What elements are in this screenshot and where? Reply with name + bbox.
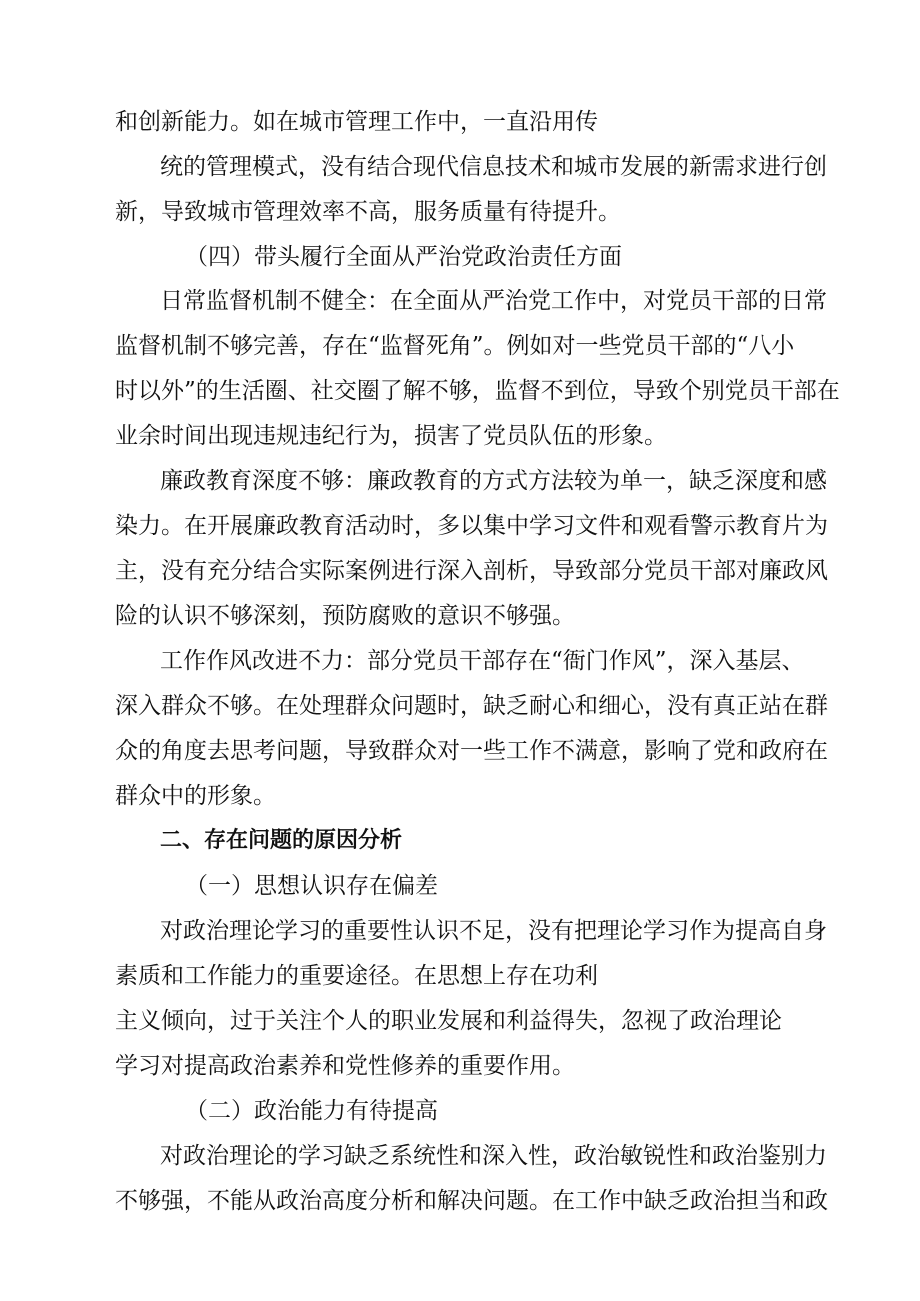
section-heading-2: （二）政治能力有待提高 xyxy=(185,1098,438,1124)
text-line: 和创新能力。如在城市管理工作中，一直沿用传 xyxy=(115,109,598,135)
section-heading-4: （四）带头履行全面从严治党政治责任方面 xyxy=(185,244,622,270)
text-line: 廉政教育深度不够：廉政教育的方式方法较为单一，缺乏深度和感 xyxy=(160,468,827,494)
text-line: 染力。在开展廉政教育活动时，多以集中学习文件和观看警示教育片为 xyxy=(115,513,828,539)
text-line: 深入群众不够。在处理群众问题时，缺乏耐心和细心，没有真正站在群 xyxy=(115,693,828,719)
text-line: 统的管理模式，没有结合现代信息技术和城市发展的新需求进行创 xyxy=(160,154,827,180)
text-line: 工作作风改进不力：部分党员干部存在“衙门作风”，深入基层、 xyxy=(160,648,805,674)
text-line: 主义倾向，过于关注个人的职业发展和利益得失，忽视了政治理论 xyxy=(115,1008,782,1034)
section-heading-1: （一）思想认识存在偏差 xyxy=(185,873,438,899)
text-line: 主，没有充分结合实际案例进行深入剖析，导致部分党员干部对廉政风 xyxy=(115,558,828,584)
text-line: 新，导致城市管理效率不高，服务质量有待提升。 xyxy=(115,199,621,225)
text-line: 素质和工作能力的重要途径。在思想上存在功利 xyxy=(115,963,598,989)
text-line: 不够强，不能从政治高度分析和解决问题。在工作中缺乏政治担当和政 xyxy=(115,1188,828,1214)
text-line: 时以外”的生活圈、社交圈了解不够，监督不到位，导致个别党员干部在 xyxy=(115,378,840,404)
text-line: 学习对提高政治素养和党性修养的重要作用。 xyxy=(115,1053,575,1079)
text-line: 对政治理论的学习缺乏系统性和深入性，政治敏锐性和政治鉴别力 xyxy=(160,1143,827,1169)
text-line: 业余时间出现违规违纪行为，损害了党员队伍的形象。 xyxy=(115,423,667,449)
text-line: 众的角度去思考问题，导致群众对一些工作不满意，影响了党和政府在 xyxy=(115,738,828,764)
text-line: 群众中的形象。 xyxy=(115,783,276,809)
text-line: 险的认识不够深刻，预防腐败的意识不够强。 xyxy=(115,603,575,629)
chapter-heading: 二、存在问题的原因分析 xyxy=(160,828,403,853)
text-line: 对政治理论学习的重要性认识不足，没有把理论学习作为提高自身 xyxy=(160,918,827,944)
text-line: 监督机制不够完善，存在“监督死角”。例如对一些党员干部的“八小 xyxy=(115,333,795,359)
text-line: 日常监督机制不健全：在全面从严治党工作中，对党员干部的日常 xyxy=(160,288,827,314)
